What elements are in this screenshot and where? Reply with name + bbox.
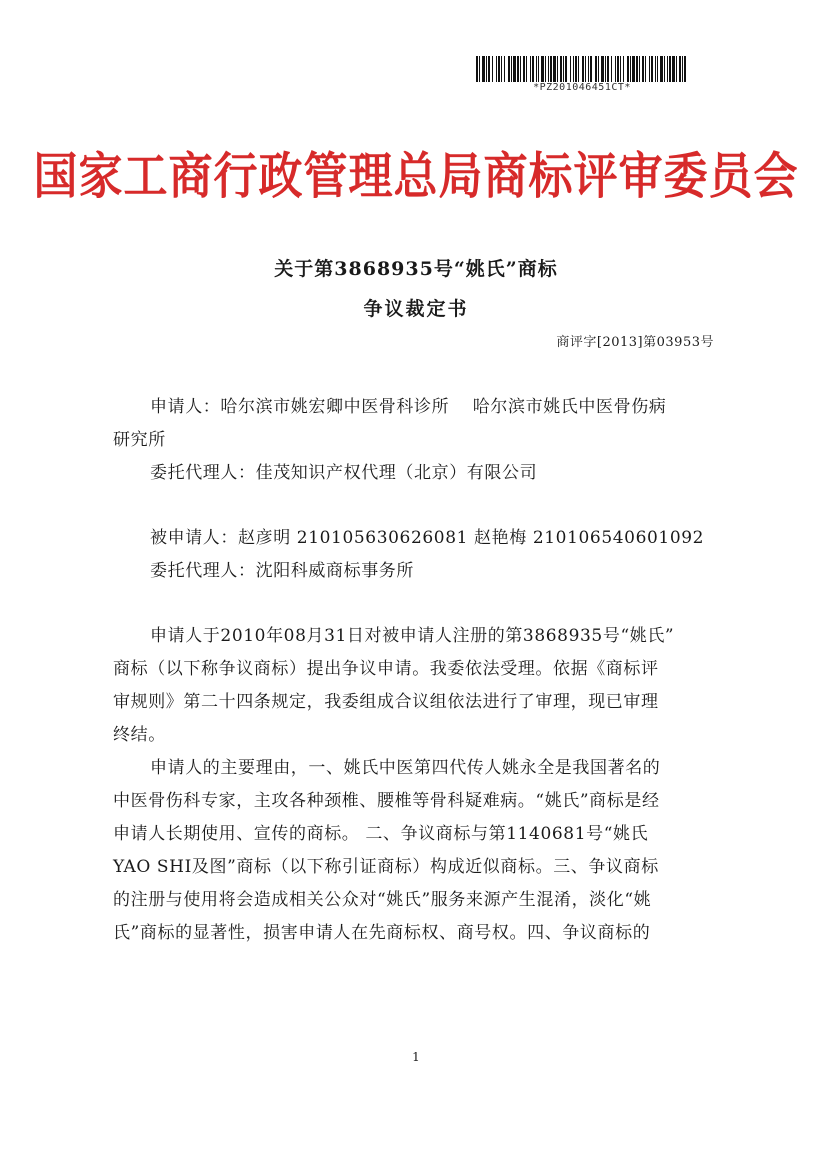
barcode-bar: [664, 56, 665, 82]
barcode-bar: [682, 56, 683, 82]
barcode-bar: [511, 56, 512, 82]
barcode-bar: [575, 56, 577, 82]
para2-line5: 的注册与使用将会造成相关公众对“姚氏”服务来源产生混淆，淡化“姚: [113, 890, 652, 910]
barcode-bar: [508, 56, 510, 82]
para2-line4: YAO SHI及图”商标（以下称引证商标）构成近似商标。三、争议商标: [113, 857, 659, 877]
para2-line3: 申请人长期使用、宣传的商标。 二、争议商标与第1140681号“姚氏: [113, 824, 649, 844]
doc-title-line2: 争议裁定书: [363, 298, 469, 320]
para1-line3: 审规则》第二十四条规定，我委组成合议组依法进行了审理，现已审理: [113, 692, 659, 712]
barcode-bar: [627, 56, 629, 82]
barcode-bar: [560, 56, 562, 82]
barcode-bar: [672, 56, 675, 82]
barcode-bar: [582, 56, 584, 82]
barcode-bar: [645, 56, 646, 82]
para1-line2: 商标（以下称争议商标）提出争议申请。我委依法受理。依据《商标评: [113, 659, 659, 679]
barcode-bar: [476, 56, 478, 82]
applicant-line1: 申请人：哈尔滨市姚宏卿中医骨科诊所 哈尔滨市姚氏中医骨伤病: [150, 397, 667, 417]
barcode-bar: [639, 56, 640, 82]
barcode-bar: [595, 56, 597, 82]
barcode-bar: [553, 56, 556, 82]
applicant-line2: 研究所: [113, 430, 166, 450]
barcode-bar: [590, 56, 592, 82]
barcode-bar: [601, 56, 604, 82]
barcode-bar: [617, 56, 619, 82]
barcode-bar: [632, 56, 635, 82]
barcode-bar: [545, 56, 546, 82]
barcode-bar: [649, 56, 650, 82]
barcode-bar: [488, 56, 490, 82]
para1-line4: 终结。: [113, 725, 166, 745]
barcode-bar: [496, 56, 497, 82]
barcode-bar: [660, 56, 663, 82]
barcode-bar: [563, 56, 564, 82]
barcode-bar: [492, 56, 493, 82]
barcode-bar: [605, 56, 606, 82]
barcode-bar: [530, 56, 531, 82]
barcode-bar: [486, 56, 487, 82]
barcode-bar: [523, 56, 525, 82]
barcode-bar: [630, 56, 631, 82]
para2-line1: 申请人的主要理由，一、姚氏中医第四代传人姚永全是我国著名的: [150, 758, 661, 778]
page-number: 1: [412, 1050, 420, 1064]
barcode-bar: [550, 56, 552, 82]
barcode-bar: [573, 56, 574, 82]
barcode-bar: [570, 56, 571, 82]
doc-number: 商评字[2013]第03953号: [556, 335, 714, 350]
barcode-bar: [482, 56, 485, 82]
respondent-agent: 委托代理人：沈阳科威商标事务所: [150, 561, 414, 581]
barcode-bar: [498, 56, 500, 82]
barcode-bar: [651, 56, 653, 82]
barcode-bar: [655, 56, 656, 82]
barcode-bar: [536, 56, 537, 82]
barcode-bar: [684, 56, 686, 82]
barcode-bar: [676, 56, 677, 82]
barcode-bar: [620, 56, 621, 82]
barcode-bar: [679, 56, 681, 82]
barcode-bar: [565, 56, 567, 82]
para2-line2: 中医骨伤科专家，主攻各种颈椎、腰椎等骨科疑难病。“姚氏”商标是经: [113, 791, 660, 811]
barcode-bar: [598, 56, 599, 82]
barcode-bar: [657, 56, 658, 82]
barcode-bar: [669, 56, 671, 82]
applicant-agent: 委托代理人：佳茂知识产权代理（北京）有限公司: [150, 463, 538, 483]
barcode-bar: [611, 56, 612, 82]
barcode-bar: [667, 56, 668, 82]
barcode-bar: [538, 56, 539, 82]
barcode-bar: [607, 56, 609, 82]
barcode-bar: [615, 56, 616, 82]
doc-title-line1: 关于第3868935号“姚氏”商标: [274, 258, 558, 280]
barcode-bar: [501, 56, 502, 82]
barcode-text: *PZ201046451CT*: [533, 82, 631, 93]
barcode-bar: [642, 56, 644, 82]
barcode-bar: [623, 56, 624, 82]
respondent: 被申请人：赵彦明 210105630626081 赵艳梅 210106540601092: [150, 528, 705, 548]
barcode-bar: [578, 56, 579, 82]
barcode-bar: [588, 56, 589, 82]
barcode-bar: [520, 56, 521, 82]
barcode-bar: [504, 56, 505, 82]
barcode-bar: [526, 56, 527, 82]
barcode-bar: [548, 56, 549, 82]
barcode-bar: [513, 56, 516, 82]
barcode-bar: [585, 56, 586, 82]
barcode-bar: [541, 56, 544, 82]
para1-line1: 申请人于2010年08月31日对被申请人注册的第3868935号“姚氏”: [150, 626, 675, 646]
org-header: 国家工商行政管理总局商标评审委员会: [33, 148, 799, 206]
barcode-bar: [557, 56, 558, 82]
barcode-bar: [532, 56, 534, 82]
para2-line6: 氏”商标的显著性，损害申请人在先商标权、商号权。四、争议商标的: [113, 923, 651, 943]
barcode-bar: [636, 56, 638, 82]
barcode: [476, 56, 688, 82]
barcode-bar: [517, 56, 519, 82]
barcode-bar: [479, 56, 480, 82]
